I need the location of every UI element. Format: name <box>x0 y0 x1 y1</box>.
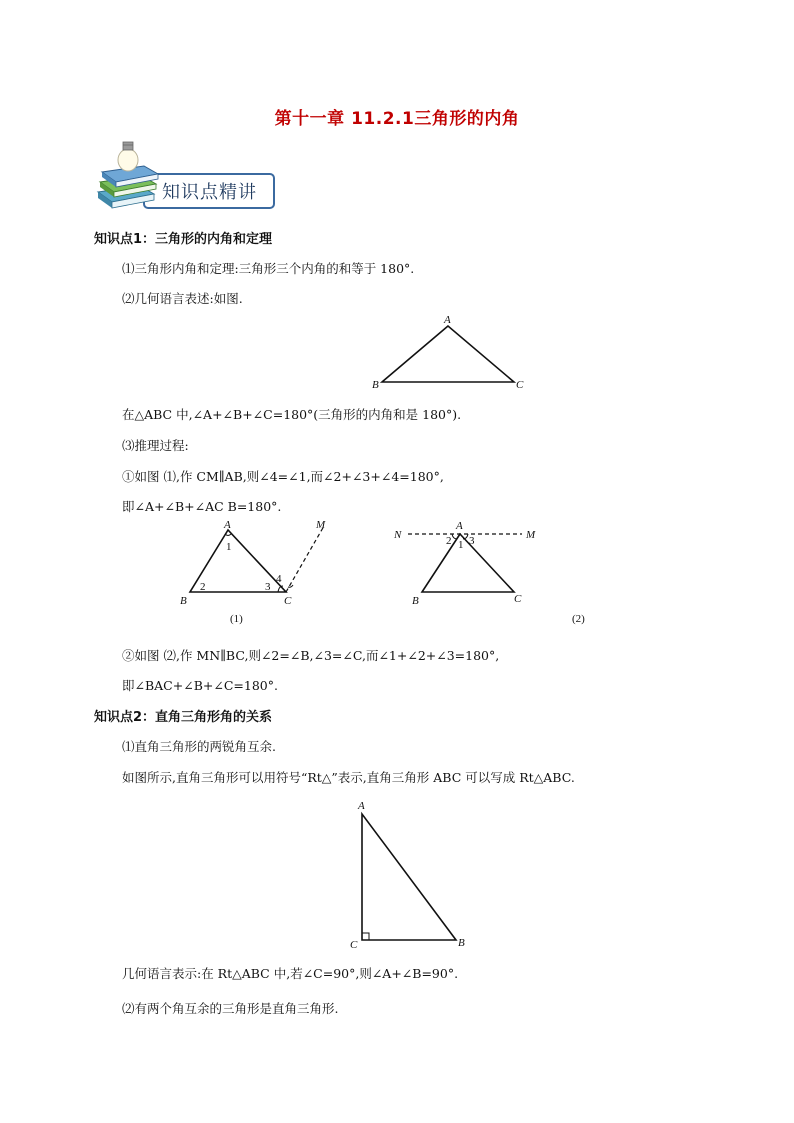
section1-p8: 即∠BAC+∠B+∠C=180°. <box>122 678 278 693</box>
fig2-angle-3: 3 <box>469 535 475 547</box>
fig2-label-m: M <box>526 529 536 541</box>
fig1-angle-4: 4 <box>276 573 282 585</box>
section1-p1: ⑴三角形内角和定理:三角形三个内角的和等于 180°. <box>122 261 415 276</box>
fig2-label-b: B <box>412 595 419 607</box>
label-c: C <box>516 379 524 391</box>
fig1-label-a: A <box>224 519 231 531</box>
fig1-label-c: C <box>284 595 292 607</box>
fig1-angle-2: 2 <box>200 581 206 593</box>
section1-p3: 在△ABC 中,∠A+∠B+∠C=180°(三角形的内角和是 180°). <box>122 407 462 422</box>
banner-title: 知识点精讲 <box>162 182 257 203</box>
section2-p1: ⑴直角三角形的两锐角互余. <box>122 739 276 754</box>
section1-heading: 知识点1：三角形的内角和定理 <box>94 232 273 247</box>
fig1-label-m: M <box>316 519 326 531</box>
right-triangle-figure <box>342 796 482 960</box>
section2-p3: 几何语言表示:在 Rt△ABC 中,若∠C=90°,则∠A+∠B=90°. <box>122 966 459 981</box>
fig2-label-c: C <box>514 593 522 605</box>
fig1-label-b: B <box>180 595 187 607</box>
rt-label-b: B <box>458 937 465 949</box>
section2-p2: 如图所示,直角三角形可以用符号“Rt△”表示,直角三角形 ABC 可以写成 Rt△ABC. <box>122 770 575 785</box>
knowledge-banner <box>92 140 282 216</box>
triangle-figure <box>368 312 538 400</box>
fig2-label-a: A <box>456 520 463 532</box>
fig1-angle-1: 1 <box>226 541 232 553</box>
section1-p2: ⑵几何语言表述:如图. <box>122 291 243 306</box>
section1-p7: ②如图 ⑵,作 MN∥BC,则∠2=∠B,∠3=∠C,而∠1+∠2+∠3=180°, <box>122 648 500 663</box>
rt-label-a: A <box>358 800 365 812</box>
label-a: A <box>444 314 451 326</box>
proof-figure-2 <box>390 514 540 614</box>
label-b: B <box>372 379 379 391</box>
rt-label-c: C <box>350 939 358 951</box>
section1-p4: ⑶推理过程: <box>122 438 189 453</box>
figure-1-caption: (1) <box>230 613 243 625</box>
figure-2-caption: (2) <box>572 613 585 625</box>
section1-p6: 即∠A+∠B+∠AC B=180°. <box>122 499 282 514</box>
section2-heading: 知识点2：直角三角形角的关系 <box>94 710 273 725</box>
page-title: 第十一章 11.2.1三角形的内角 <box>274 109 520 129</box>
fig2-label-n: N <box>394 529 402 541</box>
section1-p5: ①如图 ⑴,作 CM∥AB,则∠4=∠1,而∠2+∠3+∠4=180°, <box>122 469 444 484</box>
fig1-angle-3: 3 <box>265 581 271 593</box>
fig2-angle-2: 2 <box>446 535 452 547</box>
proof-figure-1 <box>172 514 342 614</box>
section2-p4: ⑵有两个角互余的三角形是直角三角形. <box>122 1001 339 1016</box>
fig2-angle-1: 1 <box>458 539 464 551</box>
